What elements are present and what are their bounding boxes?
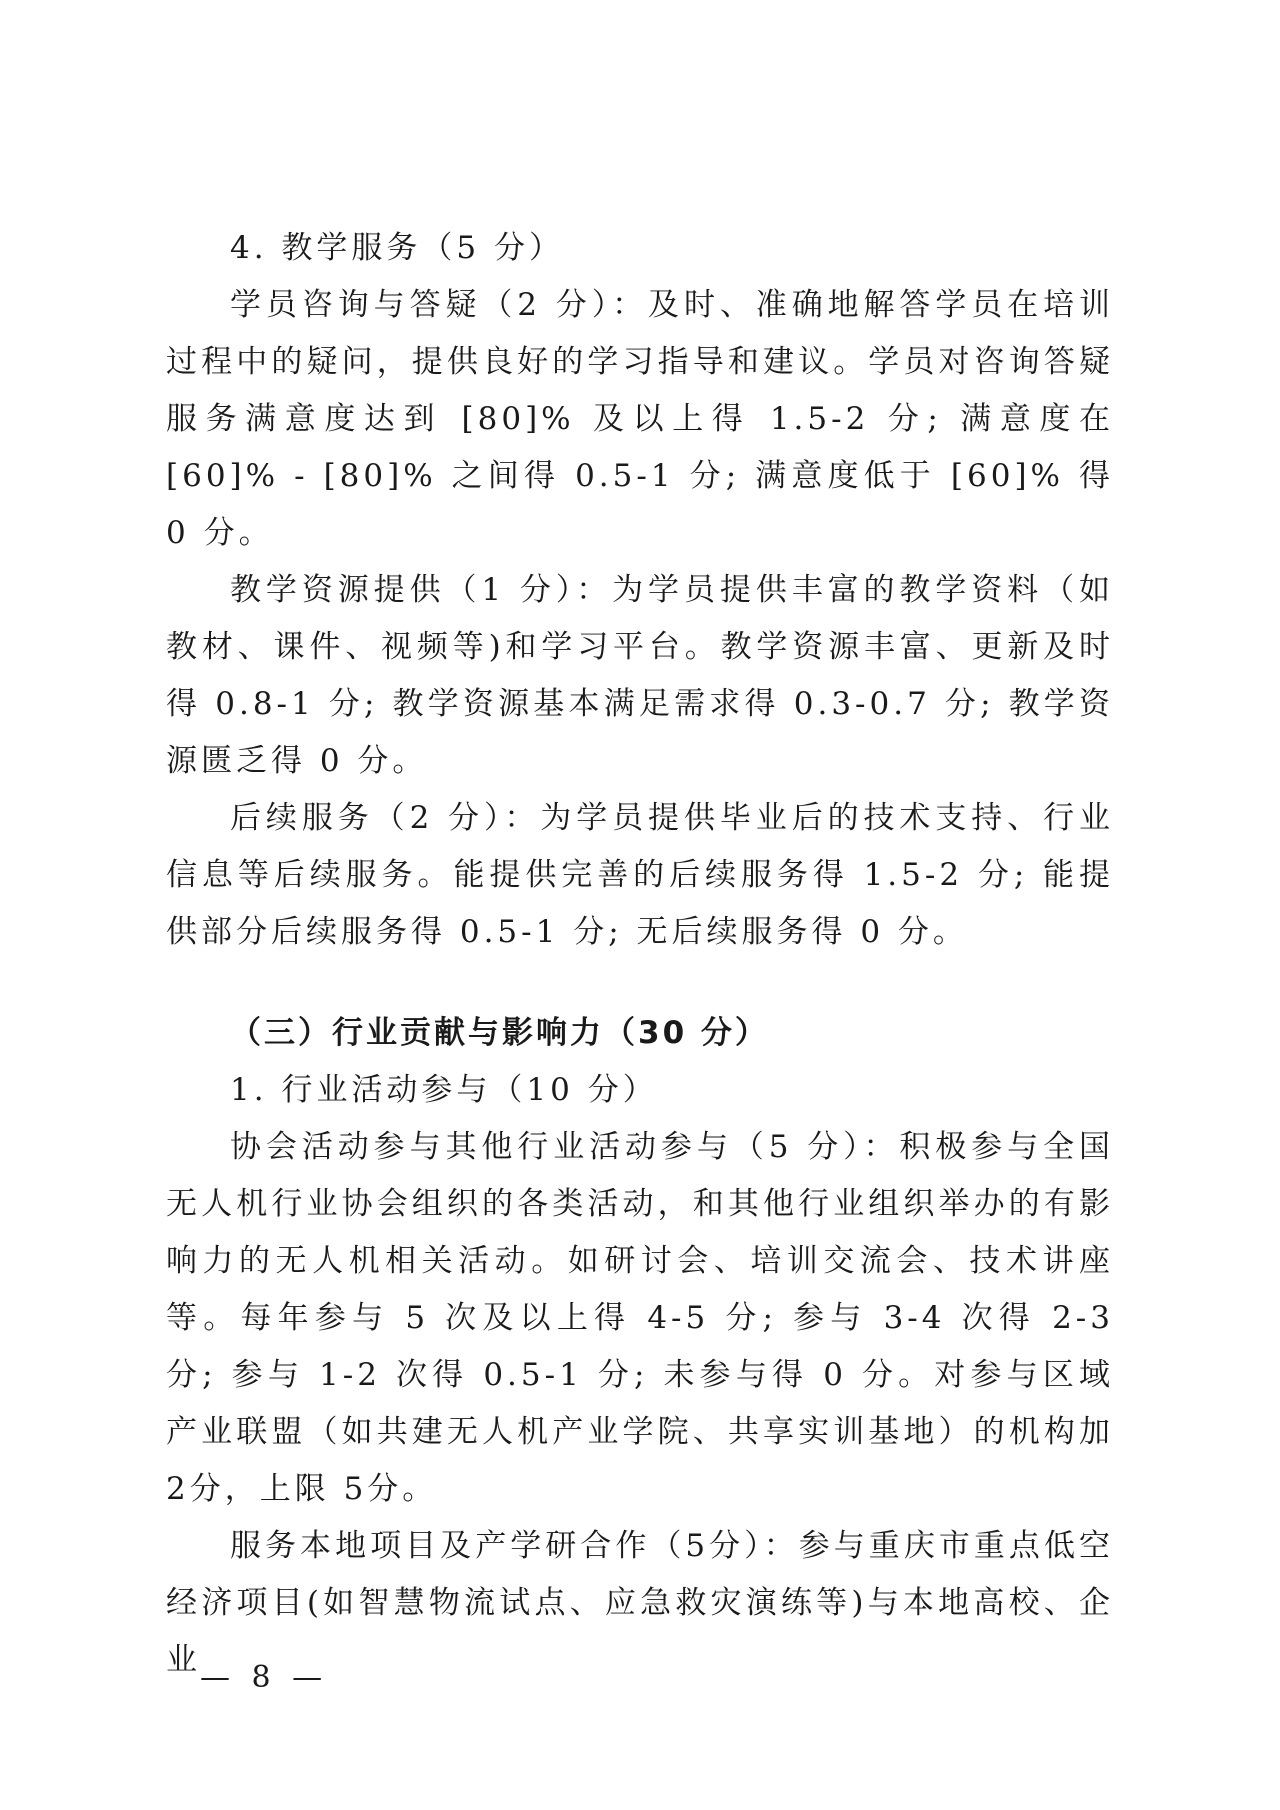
- paragraph-student-consultation: 学员咨询与答疑（2 分）：及时、准确地解答学员在培训过程中的疑问，提供良好的学习指导和建议。学员对咨询答疑服务满意度达到 [80]% 及以上得 1.5-2 分; 满意度在 [60]% - [80]% 之间得 0.5-1 分; 满意度低于 [60]% 得 0 分。: [166, 287, 1114, 551]
- page-number: — 8 —: [200, 1660, 329, 1695]
- section-gap: [166, 961, 1114, 1005]
- subsection-heading-industry-activities: 1. 行业活动参与（10 分）: [230, 1072, 658, 1108]
- paragraph-association-activities: 协会活动参与其他行业活动参与（5 分）：积极参与全国无人机行业协会组织的各类活动，和其他行业组织举办的有影响力的无人机相关活动。如研讨会、培训交流会、技术讲座等。每年参与 5 次及以上得 4-5 分; 参与 3-4 次得 2-3 分; 参与 1-2 次得 0.5-1 分; 未参与得 0 分。对参与区域产业联盟（如共建无人机产业学院、共享实训基地）的机构加 2分，上限 5分。: [166, 1129, 1114, 1507]
- section-heading-industry-contribution: （三）行业贡献与影响力（30 分）: [230, 1015, 769, 1051]
- paragraph-follow-up-service: 后续服务（2 分）：为学员提供毕业后的技术支持、行业信息等后续服务。能提供完善的后续服务得 1.5-2 分; 能提供部分后续服务得 0.5-1 分; 无后续服务得 0 分。: [166, 800, 1114, 950]
- subsection-heading-teaching-service: 4. 教学服务（5 分）: [230, 230, 565, 266]
- paragraph-local-projects: 服务本地项目及产学研合作（5分）：参与重庆市重点低空经济项目(如智慧物流试点、应急救灾演练等)与本地高校、企业: [166, 1528, 1114, 1678]
- paragraph-teaching-resources: 教学资源提供（1 分）：为学员提供丰富的教学资料（如教材、课件、视频等)和学习平台。教学资源丰富、更新及时得 0.8-1 分; 教学资源基本满足需求得 0.3-0.7 分; 教学资源匮乏得 0 分。: [166, 572, 1114, 779]
- document-body: [166, 220, 1114, 1689]
